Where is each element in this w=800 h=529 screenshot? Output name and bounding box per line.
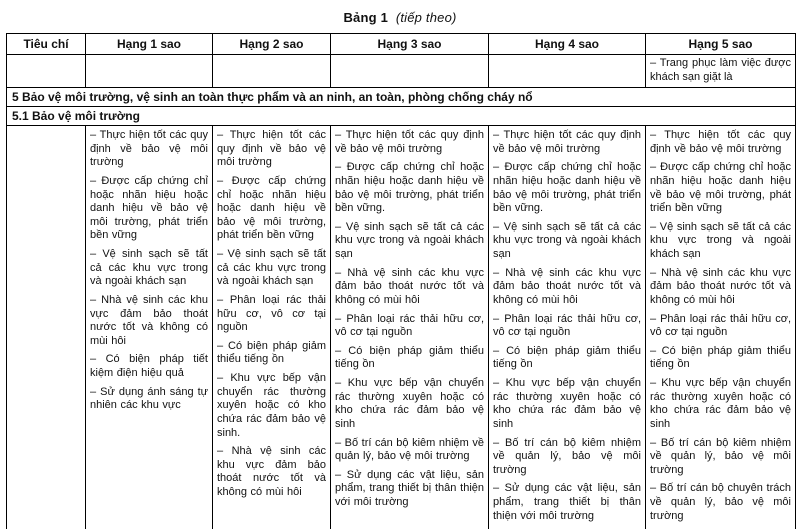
section-row-5-1 [7,107,796,126]
table-caption-number: Bảng 1 [343,10,388,25]
criteria-item: – Được cấp chứng chỉ hoặc nhãn hiệu hoặc danh hiệu về bảo vệ môi trường, phát triển bền vững [90,174,208,242]
criteria-item: – Có biện pháp giảm thiểu tiếng ồn [335,344,484,371]
criteria-item: – Bố trí cán bộ kiêm nhiệm về quản lý, bảo vệ môi trường [335,436,485,463]
criteria-item: – Có biện pháp giảm thiểu tiếng ồn [493,344,641,371]
criteria-item: – Khu vực bếp vận chuyển rác thường xuyên hoặc có kho chứa rác đảm bảo vệ sinh. [217,372,326,439]
carryover-cell-empty-hang2 [213,55,331,88]
column-header-hang-1-sao: Hạng 1 sao [86,34,213,55]
criteria-item: – Bố trí cán bộ kiêm nhiệm về quản lý, bảo vệ môi trường [493,436,641,476]
criteria-item: – Nhà vệ sinh các khu vực đảm bảo thoát nước tốt và không có mùi hôi [90,293,208,347]
criteria-item: – Nhà vệ sinh các khu vực đảm bảo thoát nước tốt và không có mùi hôi [217,445,326,498]
criteria-item: – Sử dụng các vật liệu, sản phẩm, trang thiết bị thân thiện với môi trường [493,482,641,522]
criteria-item: – Có biện pháp giảm thiểu tiếng ồn [650,344,791,371]
criteria-item: – Vệ sinh sạch sẽ tất cả các khu vực trong và ngoài khách sạn [217,248,326,288]
hotel-criteria-table [6,33,796,529]
criteria-item: – Nhà vệ sinh các khu vực đảm bảo thoát nước tốt và không có mùi hôi [650,266,791,306]
criteria-item: – Được cấp chứng chỉ hoặc nhãn hiệu hoặc danh hiệu về bảo vệ môi trường, phát triển bền vững. [493,161,641,215]
criteria-item: – Thực hiện tốt các quy định về bảo vệ môi trường [493,129,641,155]
criteria-item: – Sử dụng các vật liệu, sản phẩm, trang thiết bị thân thiện với môi trường [335,468,484,508]
criteria-cell-hang-1-sao [86,126,213,529]
section-title-5: 5 Bảo vệ môi trường, vệ sinh an toàn thực phẩm và an ninh, an toàn, phòng chống cháy nổ [7,88,796,107]
criteria-item: – Bố trí cán bộ kiêm nhiệm về quản lý, bảo vệ môi trường [650,436,791,476]
carryover-row [7,55,796,88]
carryover-cell-empty-tieu-chi [7,55,86,88]
criteria-item: – Thực hiện tốt các quy định về bảo vệ môi trường [217,129,326,169]
criteria-item: – Khu vực bếp vận chuyển rác thường xuyên hoặc có kho chứa rác đảm bảo vệ sinh [650,377,791,430]
criteria-item: – Vệ sinh sạch sẽ tất cả các khu vực trong và ngoài khách sạn [493,220,641,260]
criteria-item: – Được cấp chứng chỉ hoặc nhãn hiệu hoặc danh hiệu về bảo vệ môi trường, phát triển bền vững [650,161,791,215]
criteria-item: – Sử dụng ánh sáng tự nhiên các khu vực [90,385,208,412]
criteria-item: – Thực hiện tốt các quy định về bảo vệ môi trường [650,129,791,155]
criteria-item: – Khu vực bếp vận chuyển rác thường xuyên hoặc có kho chứa rác đảm bảo vệ sinh [335,377,484,430]
criteria-cell-hang-2-sao [213,126,331,529]
carryover-cell-hang5: – Trang phục làm việc được khách sạn giặt là [646,55,796,88]
carryover-cell-empty-hang1 [86,55,213,88]
criteria-item: – Vệ sinh sạch sẽ tất cả các khu vực trong và ngoài khách sạn [90,248,208,288]
criteria-item: – Phân loại rác thải hữu cơ, vô cơ tại nguồn [650,312,791,339]
criteria-item: – Phân loại rác thải hữu cơ, vô cơ tại nguồn [217,293,326,334]
criteria-cell-tieu-chi [7,126,86,529]
criteria-item: – Thực hiện tốt các quy định về bảo vệ môi trường [335,129,484,155]
table-caption [0,10,800,25]
column-header-hang-5-sao: Hạng 5 sao [646,34,796,55]
column-header-hang-4-sao: Hạng 4 sao [489,34,646,55]
criteria-item: – Thực hiện tốt các quy định về bảo vệ môi trường [90,129,208,169]
criteria-cell-hang-3-sao [331,126,489,529]
criteria-item: – Vệ sinh sạch sẽ tất cả các khu vực trong và ngoài khách sạn [335,220,484,260]
criteria-item: – Được cấp chứng chỉ hoặc nhãn hiệu hoặc danh hiệu về bảo vệ môi trường, phát triển bền vững. [335,161,484,215]
criteria-item: – Có biện pháp giảm thiểu tiếng ồn [217,339,326,366]
criteria-cell-hang-4-sao [489,126,646,529]
column-header-hang-3-sao: Hạng 3 sao [331,34,489,55]
carryover-cell-empty-hang4 [489,55,646,88]
criteria-item: – Vệ sinh sạch sẽ tất cả các khu vực trong và ngoài khách sạn [650,220,791,260]
criteria-cell-hang-5-sao [646,126,796,529]
criteria-item: – Nhà vệ sinh các khu vực đảm bảo thoát nước tốt và không có mùi hôi [493,266,641,306]
section-row-5 [7,88,796,107]
criteria-item: – Phân loại rác thải hữu cơ, vô cơ tại nguồn [335,312,484,339]
header-row [7,34,796,55]
column-header-hang-2-sao: Hạng 2 sao [213,34,331,55]
criteria-item: – Có biện pháp tiết kiệm điện hiệu quả [90,353,208,379]
criteria-item: – Bố trí cán bộ chuyên trách về quản lý, bảo vệ môi trường [650,482,791,522]
table-caption-note: (tiếp theo) [395,10,457,25]
column-header-tieu-chi: Tiêu chí [7,34,86,55]
carryover-cell-empty-hang3 [331,55,489,88]
criteria-item: – Nhà vệ sinh các khu vực đảm bảo thoát nước tốt và không có mùi hôi [335,266,484,306]
criteria-item: – Được cấp chứng chỉ hoặc nhãn hiệu hoặc danh hiệu về bảo vệ môi trường, phát triển bền vững [217,174,326,242]
criteria-item: – Khu vực bếp vận chuyển rác thường xuyên hoặc có kho chứa rác đảm bảo vệ sinh [493,377,641,430]
criteria-item: – Phân loại rác thải hữu cơ, vô cơ tại nguồn [493,312,641,339]
criteria-row [7,126,796,529]
section-title-5-1: 5.1 Bảo vệ môi trường [7,107,796,126]
